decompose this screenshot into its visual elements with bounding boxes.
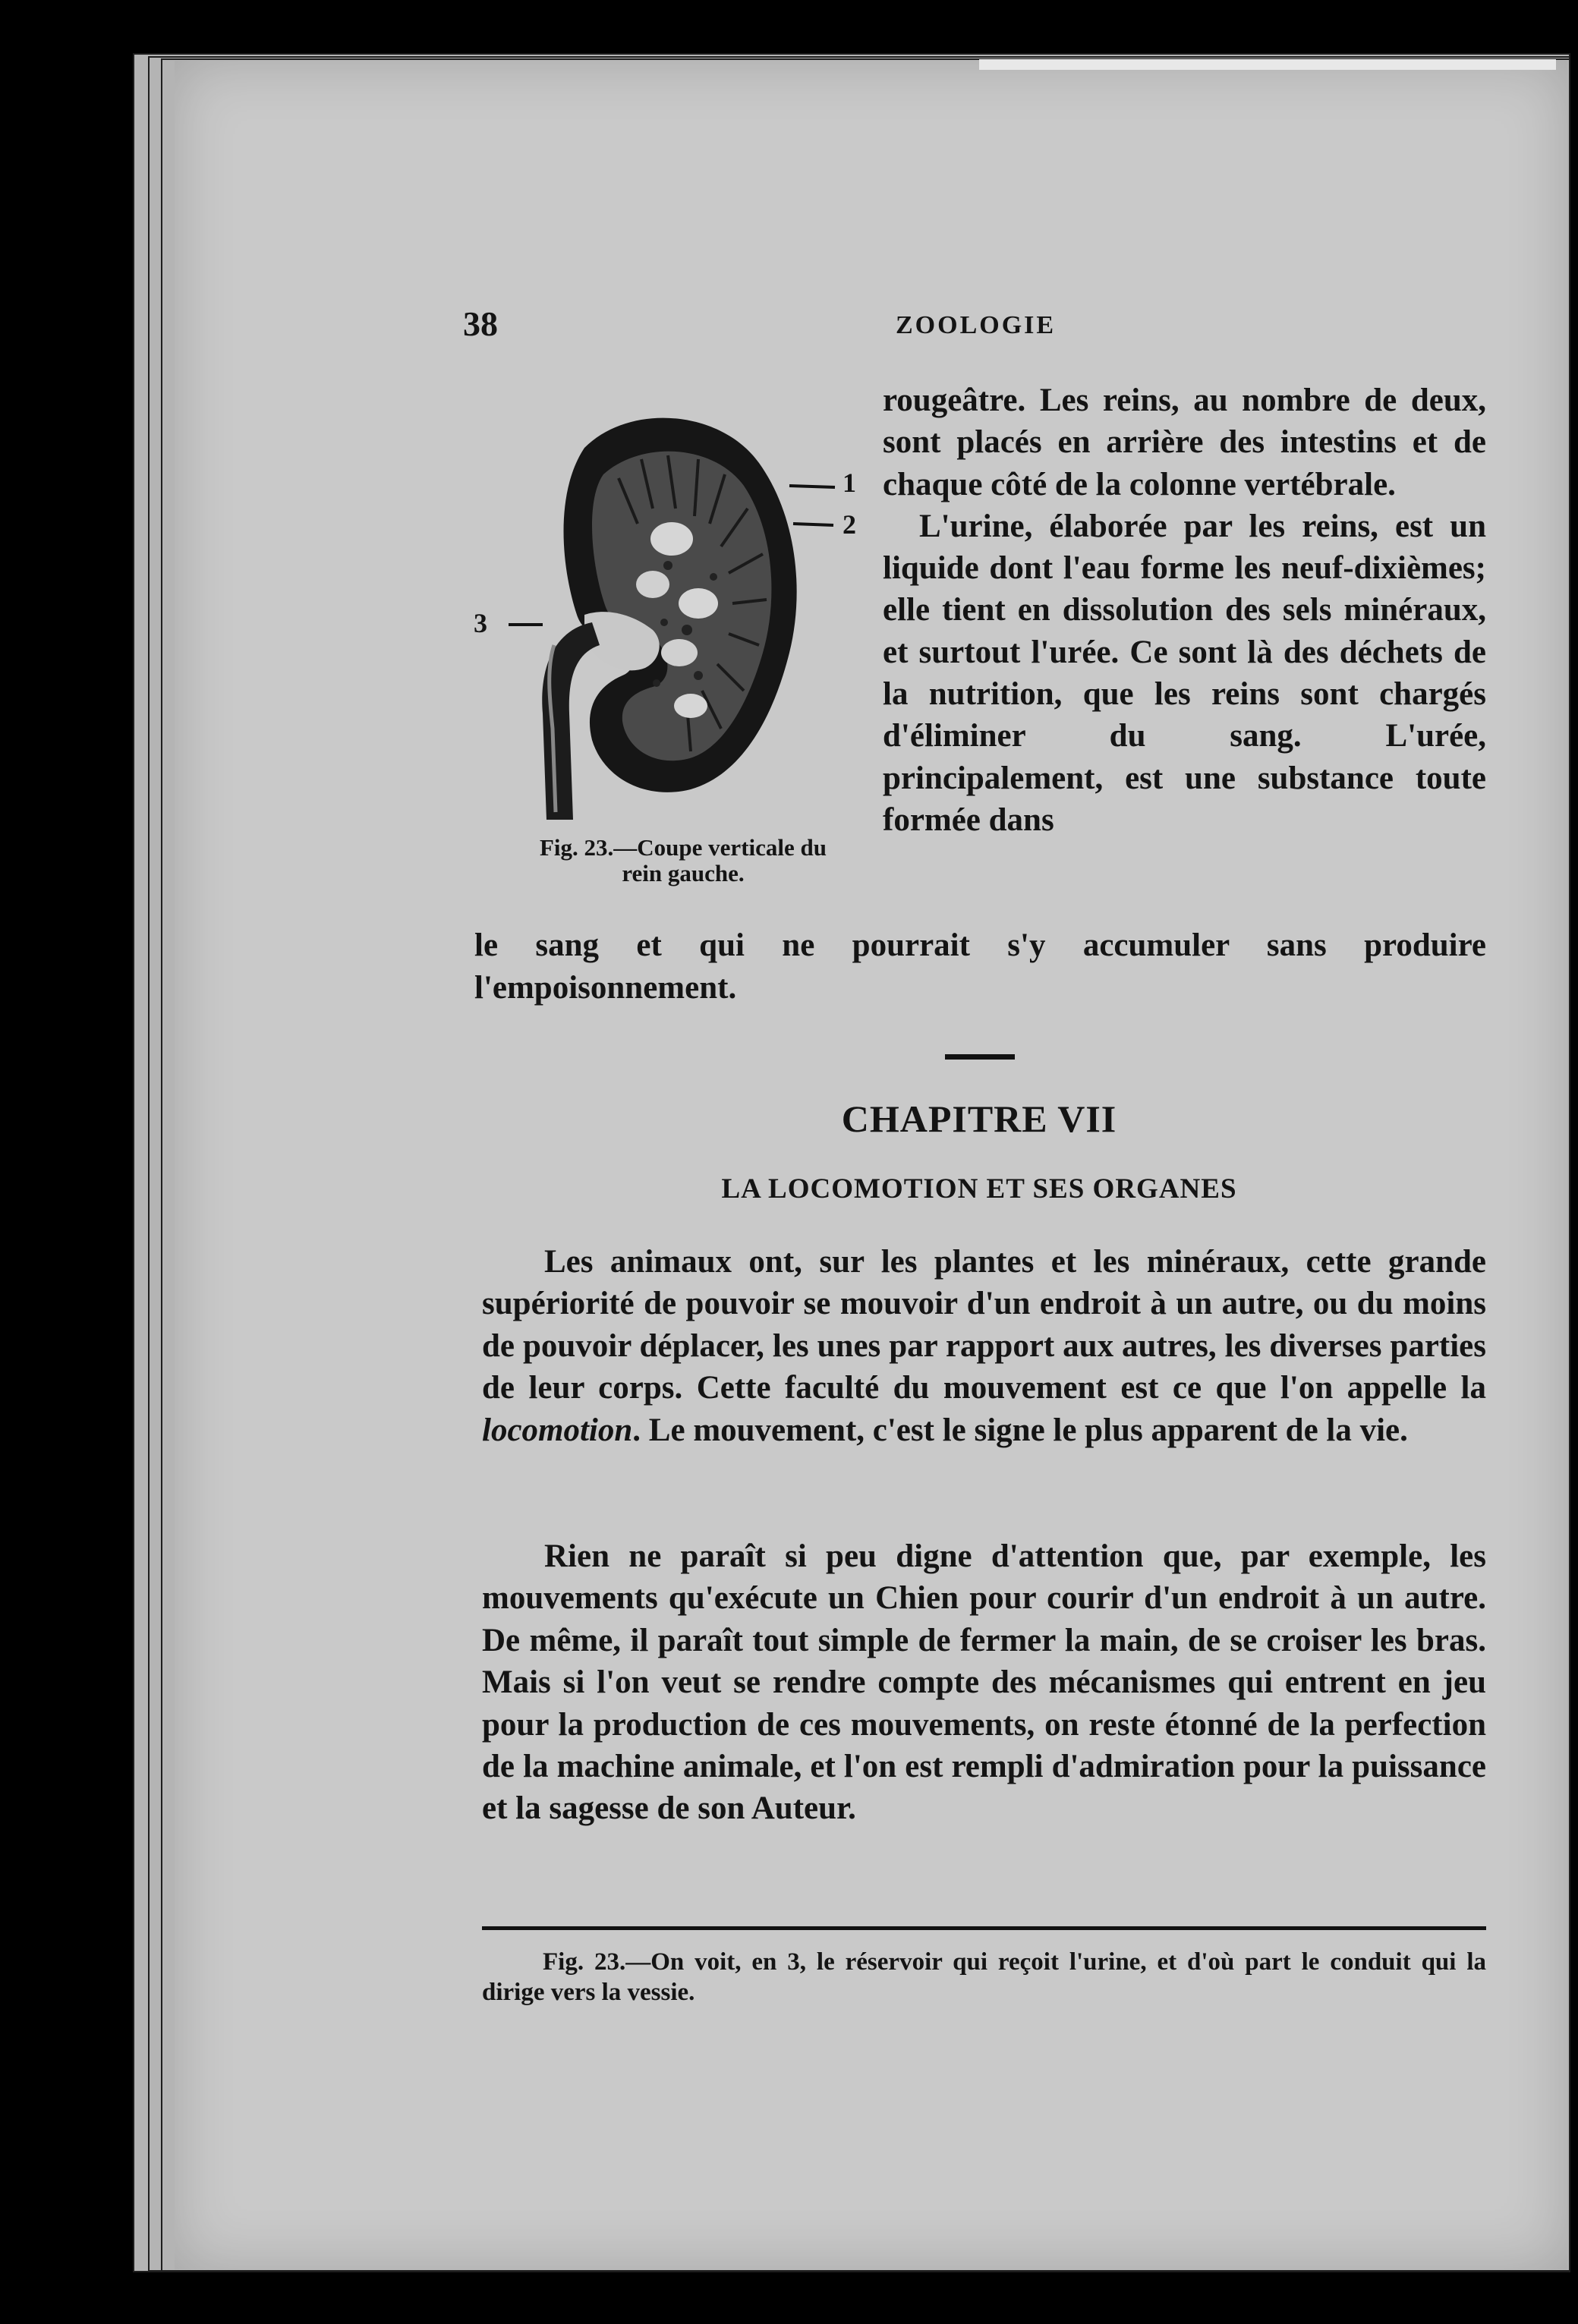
paragraph-locomotion-start: Les animaux ont, sur les plantes et les minéraux, cette grande supériorité de pouvoir se mouvoir d'un endroit à un autre, ou du moins de pouvoir déplacer, les unes par rapport aux autres, les diverses parties de leur corps. Cette faculté du mouvement est ce que l'on appelle la: [482, 1244, 1486, 1406]
locomotion-term: locomotion: [482, 1412, 633, 1448]
kidney-figure: [471, 395, 896, 911]
chapter-title: CHAPITRE VII: [841, 1097, 1117, 1140]
chapter-subtitle: LA LOCOMOTION ET SES ORGANES: [721, 1173, 1237, 1205]
footnote: Fig. 23.—On voit, en 3, le réservoir qui reçoit l'urine, et d'où part le conduit qui la dirige vers la vessie.: [482, 1948, 1486, 2006]
running-title: ZOOLOGIE: [896, 311, 1057, 339]
page-header: [463, 304, 1503, 349]
figure-caption-line2: rein gauche.: [622, 860, 745, 886]
paragraph-locomotion-end: . Le mouvement, c'est le signe le plus apparent de la vie.: [632, 1412, 1408, 1448]
paragraph-continuation: le sang et qui ne pourrait s'y accumuler sans produire l'empoisonnement.: [474, 927, 1486, 1006]
paragraph-kidneys-text: rougeâtre. Les reins, au nombre de deux, sont placés en arrière des intestins et de chaque côté de la colonne vertébrale.: [883, 383, 1486, 502]
figure-caption-line1: Fig. 23.—Coupe verticale du: [540, 834, 827, 861]
footnote-rule: [482, 1926, 1486, 1930]
paragraph-urine-text: L'urine, élaborée par les reins, est un liquide dont l'eau forme les neuf-dixièmes; elle tient en dissolution des sels minéraux, et surtout l'urée. Ce sont là des déchets de la nutrition, que les reins sont chargés d'éliminer du sang. L'urée, principalement, est une substance toute formée dans: [883, 508, 1486, 838]
page-top-highlight: [979, 59, 1556, 70]
section-divider: [945, 1054, 1015, 1060]
figure-label-2: 2: [843, 509, 856, 540]
paragraph-locomotion: [482, 1241, 1486, 1451]
kidney-illustration: [471, 395, 896, 827]
figure-caption: [471, 835, 896, 886]
figure-label-3: 3: [474, 608, 487, 638]
paragraph-mechanisms: Rien ne paraît si peu digne d'attention que, par exemple, les mouvements qu'exécute un Chien pour courir d'un endroit à un autre. De même, il paraît tout simple de fermer la main, de se croiser les bras. Mais si l'on veut se rendre compte des mécanismes qui entrent en jeu pour la production de ces mouvements, on reste étonné de la perfection de la machine animale, et l'on est rempli d'admiration pour la puissance et la sagesse de son Auteur.: [482, 1538, 1486, 1827]
paragraph-kidneys: [883, 379, 1486, 841]
figure-label-1: 1: [843, 468, 856, 498]
page-number: 38: [463, 304, 498, 343]
